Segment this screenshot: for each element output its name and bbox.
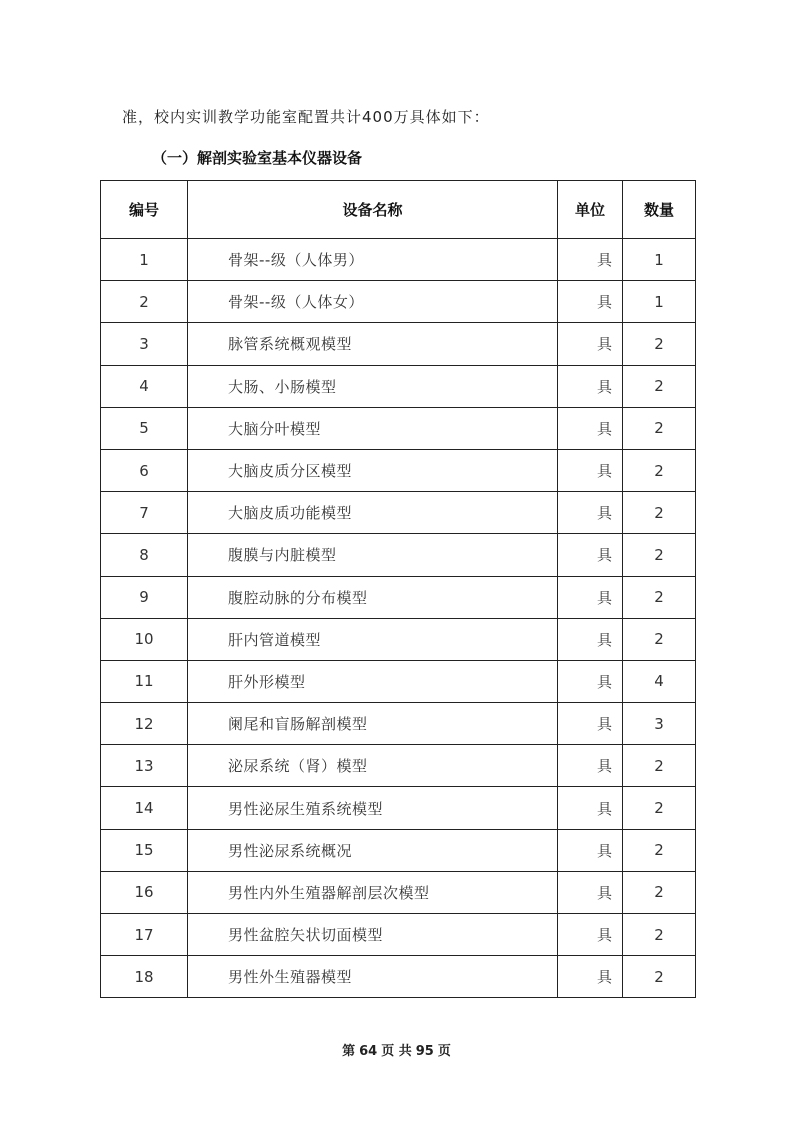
unit-cell: 具 — [558, 534, 623, 576]
quantity-cell: 2 — [623, 407, 696, 449]
header-qty: 数量 — [623, 181, 696, 239]
quantity-cell: 2 — [623, 829, 696, 871]
equipment-name: 腹腔动脉的分布模型 — [188, 576, 558, 618]
table-row — [101, 576, 696, 618]
unit-cell: 具 — [558, 829, 623, 871]
unit-cell: 具 — [558, 871, 623, 913]
quantity-cell: 2 — [623, 576, 696, 618]
equipment-name: 阑尾和盲肠解剖模型 — [188, 703, 558, 745]
page-footer — [0, 1040, 793, 1059]
row-number: 11 — [101, 660, 188, 702]
header-name: 设备名称 — [188, 181, 558, 239]
row-number: 15 — [101, 829, 188, 871]
table-row — [101, 365, 696, 407]
table-row — [101, 618, 696, 660]
equipment-name: 肝内管道模型 — [188, 618, 558, 660]
table-row — [101, 703, 696, 745]
row-number: 8 — [101, 534, 188, 576]
unit-cell: 具 — [558, 449, 623, 491]
footer-current-page: 64 — [359, 1044, 378, 1059]
quantity-cell: 2 — [623, 745, 696, 787]
table-row — [101, 871, 696, 913]
footer-total-pages: 95 — [415, 1044, 434, 1059]
equipment-table — [100, 180, 696, 998]
equipment-name: 男性内外生殖器解剖层次模型 — [188, 871, 558, 913]
row-number: 3 — [101, 323, 188, 365]
quantity-cell: 2 — [623, 534, 696, 576]
equipment-name: 骨架--级（人体女） — [188, 281, 558, 323]
table-row — [101, 660, 696, 702]
quantity-cell: 2 — [623, 787, 696, 829]
header-no: 编号 — [101, 181, 188, 239]
unit-cell: 具 — [558, 618, 623, 660]
equipment-name: 男性泌尿生殖系统模型 — [188, 787, 558, 829]
unit-cell: 具 — [558, 787, 623, 829]
quantity-cell: 1 — [623, 239, 696, 281]
quantity-cell: 1 — [623, 281, 696, 323]
row-number: 7 — [101, 492, 188, 534]
equipment-name: 泌尿系统（肾）模型 — [188, 745, 558, 787]
quantity-cell: 2 — [623, 914, 696, 956]
table-row — [101, 829, 696, 871]
row-number: 17 — [101, 914, 188, 956]
equipment-name: 大脑皮质分区模型 — [188, 449, 558, 491]
quantity-cell: 2 — [623, 449, 696, 491]
unit-cell: 具 — [558, 956, 623, 998]
table-row — [101, 956, 696, 998]
intro-paragraph: 准，校内实训教学功能室配置共计400万具体如下： — [122, 108, 490, 126]
table-row — [101, 787, 696, 829]
table-header-row — [101, 181, 696, 239]
quantity-cell: 2 — [623, 956, 696, 998]
unit-cell: 具 — [558, 281, 623, 323]
row-number: 9 — [101, 576, 188, 618]
equipment-name: 肝外形模型 — [188, 660, 558, 702]
equipment-name: 大脑分叶模型 — [188, 407, 558, 449]
row-number: 5 — [101, 407, 188, 449]
quantity-cell: 4 — [623, 660, 696, 702]
equipment-name: 男性盆腔矢状切面模型 — [188, 914, 558, 956]
equipment-name: 腹膜与内脏模型 — [188, 534, 558, 576]
equipment-name: 骨架--级（人体男） — [188, 239, 558, 281]
table-row — [101, 323, 696, 365]
quantity-cell: 2 — [623, 365, 696, 407]
row-number: 12 — [101, 703, 188, 745]
row-number: 1 — [101, 239, 188, 281]
equipment-name: 脉管系统概观模型 — [188, 323, 558, 365]
quantity-cell: 2 — [623, 871, 696, 913]
footer-mid: 页 共 — [381, 1044, 412, 1059]
row-number: 16 — [101, 871, 188, 913]
row-number: 14 — [101, 787, 188, 829]
quantity-cell: 2 — [623, 492, 696, 534]
header-unit: 单位 — [558, 181, 623, 239]
unit-cell: 具 — [558, 407, 623, 449]
unit-cell: 具 — [558, 323, 623, 365]
table-row — [101, 914, 696, 956]
row-number: 2 — [101, 281, 188, 323]
unit-cell: 具 — [558, 660, 623, 702]
table-row — [101, 534, 696, 576]
row-number: 6 — [101, 449, 188, 491]
equipment-name: 男性外生殖器模型 — [188, 956, 558, 998]
quantity-cell: 3 — [623, 703, 696, 745]
footer-prefix: 第 — [342, 1044, 356, 1059]
table-row — [101, 239, 696, 281]
table-row — [101, 492, 696, 534]
unit-cell: 具 — [558, 239, 623, 281]
table-row — [101, 745, 696, 787]
unit-cell: 具 — [558, 703, 623, 745]
row-number: 13 — [101, 745, 188, 787]
unit-cell: 具 — [558, 365, 623, 407]
unit-cell: 具 — [558, 492, 623, 534]
quantity-cell: 2 — [623, 618, 696, 660]
row-number: 18 — [101, 956, 188, 998]
equipment-name: 大脑皮质功能模型 — [188, 492, 558, 534]
section-title: （一）解剖实验室基本仪器设备 — [152, 149, 363, 167]
row-number: 4 — [101, 365, 188, 407]
unit-cell: 具 — [558, 914, 623, 956]
unit-cell: 具 — [558, 745, 623, 787]
table-row — [101, 281, 696, 323]
unit-cell: 具 — [558, 576, 623, 618]
table-row — [101, 449, 696, 491]
table-row — [101, 407, 696, 449]
equipment-name: 大肠、小肠模型 — [188, 365, 558, 407]
footer-suffix: 页 — [437, 1044, 451, 1059]
equipment-name: 男性泌尿系统概况 — [188, 829, 558, 871]
row-number: 10 — [101, 618, 188, 660]
quantity-cell: 2 — [623, 323, 696, 365]
